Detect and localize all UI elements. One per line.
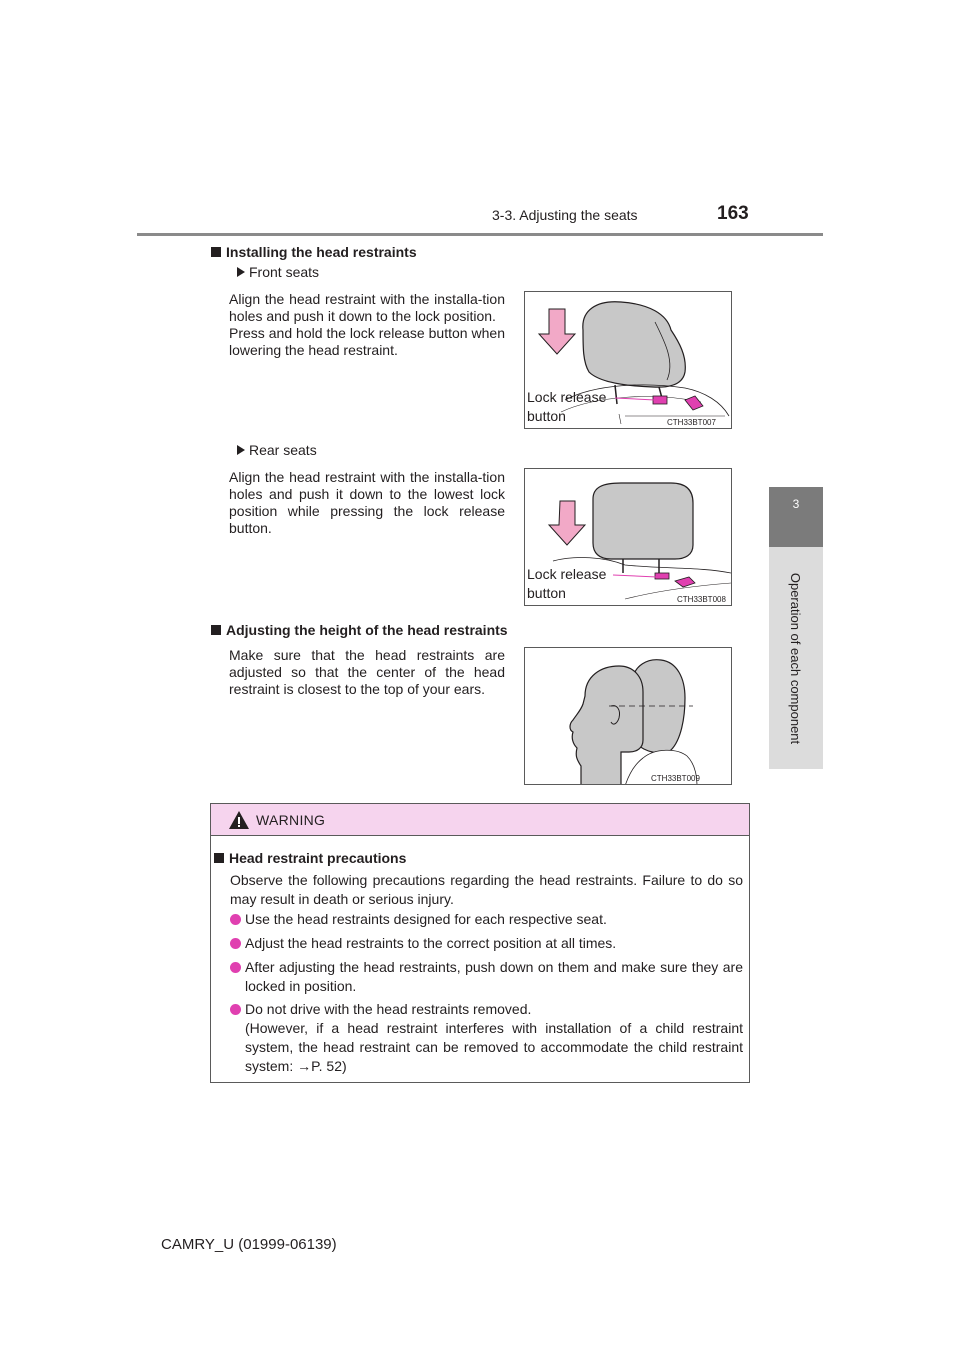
- front-seats-heading: Front seats: [237, 264, 319, 280]
- square-bullet-icon: [211, 247, 221, 257]
- head-profile-drawing: [525, 648, 732, 785]
- warning-item: Adjust the head restraints to the correct position at all times.: [230, 934, 743, 953]
- chapter-tab-number: [769, 487, 823, 547]
- adjusting-heading: Adjusting the height of the head restraints: [211, 622, 508, 638]
- warning-box: [210, 803, 750, 1083]
- warning-intro: Observe the following precautions regarding the head restraints. Failure to do so may result in death or serious injury.: [230, 872, 743, 907]
- chapter-title: Operation of each component: [788, 572, 804, 744]
- bullet-dot-icon: [230, 962, 241, 973]
- head-position-illustration: [524, 647, 732, 785]
- warning-triangle-icon: [228, 810, 250, 830]
- chapter-number: 3: [792, 497, 800, 511]
- adjusting-text: Make sure that the head restraints are adjusted so that the center of the head restraint is closest to the top of your ears.: [229, 647, 505, 697]
- figure-code: CTH33BT009: [651, 774, 700, 783]
- page-number: 163: [717, 203, 749, 224]
- rear-seat-illustration: [524, 468, 732, 606]
- warning-item: Do not drive with the head restraints removed. (However, if a head restraint interferes with installation of a child restraint system, the head restraint can be removed to accommodate the child restraint system: →P. 52): [230, 1000, 743, 1076]
- rear-seats-heading: Rear seats: [237, 442, 317, 458]
- bullet-dot-icon: [230, 1004, 241, 1015]
- front-seats-text: Align the head restraint with the installa-tion holes and push it down to the lock position. Press and hold the lock release button when lowering the head restraint.: [229, 291, 505, 358]
- figure-code: CTH33BT007: [667, 418, 716, 427]
- footer-model-code: CAMRY_U (01999-06139): [161, 1236, 337, 1253]
- bullet-dot-icon: [230, 914, 241, 925]
- section-title: 3-3. Adjusting the seats: [492, 207, 638, 223]
- triangle-bullet-icon: [237, 267, 245, 277]
- square-bullet-icon: [214, 853, 224, 863]
- bullet-dot-icon: [230, 938, 241, 949]
- warning-item: After adjusting the head restraints, push down on them and make sure they are locked in position.: [230, 958, 743, 996]
- installing-heading: Installing the head restraints: [211, 244, 417, 260]
- triangle-bullet-icon: [237, 445, 245, 455]
- figure-code: CTH33BT008: [677, 595, 726, 604]
- warning-header: [211, 804, 749, 836]
- front-seat-illustration: [524, 291, 732, 429]
- warning-title: Head restraint precautions: [214, 850, 406, 866]
- rear-lock-release-callout: Lock release button: [527, 566, 607, 601]
- warning-label: WARNING: [256, 811, 326, 828]
- chapter-tab-label: [769, 547, 823, 769]
- front-lock-release-callout: Lock release button: [527, 389, 607, 424]
- header-divider: [137, 233, 823, 236]
- rear-seats-text: Align the head restraint with the installa-tion holes and push it down to the lowest lock position while pressing the lock release button.: [229, 469, 505, 536]
- square-bullet-icon: [211, 625, 221, 635]
- warning-item: Use the head restraints designed for each respective seat.: [230, 910, 743, 929]
